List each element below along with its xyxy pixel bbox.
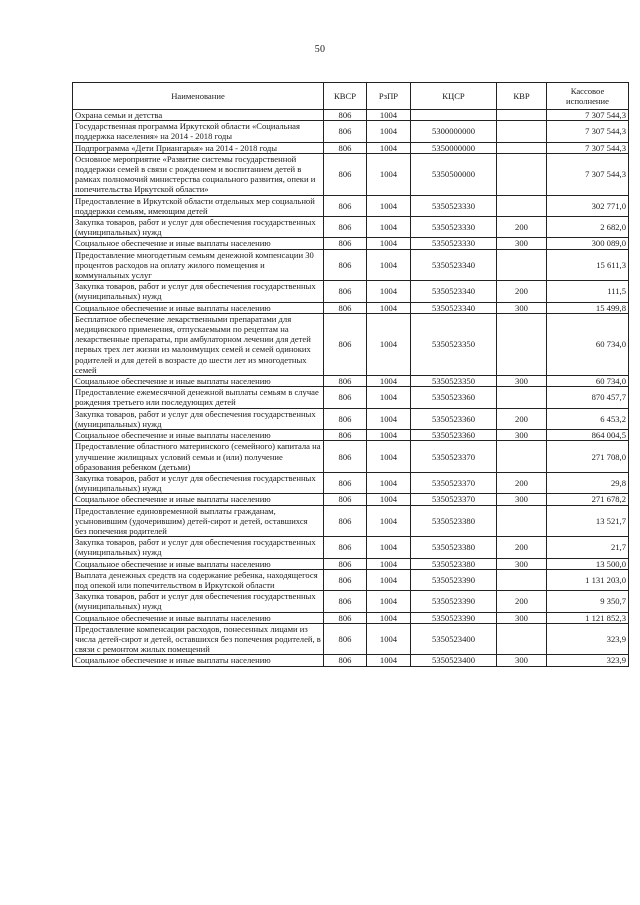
- cell-kvsr: 806: [324, 558, 367, 569]
- cell-sum: 1 121 852,3: [547, 612, 629, 623]
- table-row: [73, 558, 629, 569]
- cell-name: Социальное обеспечение и иные выплаты населению: [73, 376, 324, 387]
- table-row: [73, 537, 629, 558]
- header-cash-execution: Кассовое исполнение: [547, 83, 629, 110]
- cell-sum: 323,9: [547, 655, 629, 666]
- cell-sum: 300 089,0: [547, 238, 629, 249]
- cell-kvr: [497, 142, 547, 153]
- cell-rzpr: 1004: [367, 655, 411, 666]
- cell-sum: 271 678,2: [547, 494, 629, 505]
- cell-sum: 323,9: [547, 623, 629, 655]
- cell-kvr: [497, 195, 547, 216]
- cell-kvsr: 806: [324, 387, 367, 408]
- cell-sum: 7 307 544,3: [547, 142, 629, 153]
- cell-kvr: 300: [497, 494, 547, 505]
- table-row: [73, 121, 629, 142]
- cell-kvsr: 806: [324, 591, 367, 612]
- cell-kvsr: 806: [324, 655, 367, 666]
- cell-kvsr: 806: [324, 430, 367, 441]
- cell-rzpr: 1004: [367, 217, 411, 238]
- cell-kvsr: 806: [324, 217, 367, 238]
- cell-name: Основное мероприятие «Развитие системы государственной поддержки семей в связи с рождением и воспитанием детей в рамках полномочий министерства социального развития, опеки и попечительства Иркутской области»: [73, 153, 324, 195]
- cell-kvsr: 806: [324, 472, 367, 493]
- cell-rzpr: 1004: [367, 430, 411, 441]
- table-row: [73, 387, 629, 408]
- table-row: [73, 238, 629, 249]
- cell-rzpr: 1004: [367, 142, 411, 153]
- cell-kvsr: 806: [324, 441, 367, 473]
- cell-sum: 7 307 544,3: [547, 121, 629, 142]
- table-row: [73, 217, 629, 238]
- cell-kcsr: 5350523350: [411, 313, 497, 375]
- table-row: [73, 494, 629, 505]
- cell-kcsr: 5350523350: [411, 376, 497, 387]
- cell-sum: 1 131 203,0: [547, 569, 629, 590]
- cell-kvsr: 806: [324, 537, 367, 558]
- cell-sum: 2 682,0: [547, 217, 629, 238]
- cell-sum: 864 004,5: [547, 430, 629, 441]
- cell-rzpr: 1004: [367, 537, 411, 558]
- table-row: [73, 430, 629, 441]
- page-number: 50: [314, 44, 326, 55]
- cell-kvr: 200: [497, 217, 547, 238]
- table-row: [73, 195, 629, 216]
- cell-rzpr: 1004: [367, 302, 411, 313]
- cell-kvr: 200: [497, 472, 547, 493]
- cell-rzpr: 1004: [367, 623, 411, 655]
- cell-kvsr: 806: [324, 142, 367, 153]
- table-row: [73, 110, 629, 121]
- cell-kcsr: 5350523370: [411, 472, 497, 493]
- cell-sum: 13 500,0: [547, 558, 629, 569]
- cell-name: Закупка товаров, работ и услуг для обеспечения государственных (муниципальных) нужд: [73, 537, 324, 558]
- cell-name: Предоставление многодетным семьям денежной компенсации 30 процентов расходов на оплату жилого помещения и коммунальных услуг: [73, 249, 324, 281]
- cell-kcsr: 5350523340: [411, 281, 497, 302]
- cell-kvr: 300: [497, 238, 547, 249]
- cell-name: Закупка товаров, работ и услуг для обеспечения государственных (муниципальных) нужд: [73, 591, 324, 612]
- cell-kvsr: 806: [324, 408, 367, 429]
- cell-rzpr: 1004: [367, 441, 411, 473]
- cell-sum: 60 734,0: [547, 376, 629, 387]
- cell-kcsr: 5350523330: [411, 195, 497, 216]
- cell-kvr: [497, 569, 547, 590]
- cell-kvr: 300: [497, 612, 547, 623]
- header-kvsr: КВСР: [324, 83, 367, 110]
- cell-name: Социальное обеспечение и иные выплаты населению: [73, 558, 324, 569]
- cell-kvsr: 806: [324, 110, 367, 121]
- cell-kcsr: 5350000000: [411, 142, 497, 153]
- cell-kcsr: 5350523390: [411, 569, 497, 590]
- cell-kvr: [497, 441, 547, 473]
- header-kcsr: КЦСР: [411, 83, 497, 110]
- cell-sum: 60 734,0: [547, 313, 629, 375]
- table-header-row: [73, 83, 629, 110]
- cell-kcsr: 5350523330: [411, 217, 497, 238]
- cell-kvsr: 806: [324, 623, 367, 655]
- cell-kvsr: 806: [324, 238, 367, 249]
- cell-kvr: 200: [497, 281, 547, 302]
- cell-kcsr: 5350523380: [411, 537, 497, 558]
- cell-sum: 111,5: [547, 281, 629, 302]
- cell-kvr: [497, 505, 547, 537]
- cell-name: Социальное обеспечение и иные выплаты населению: [73, 302, 324, 313]
- table-row: [73, 441, 629, 473]
- cell-rzpr: 1004: [367, 110, 411, 121]
- table-row: [73, 142, 629, 153]
- cell-rzpr: 1004: [367, 558, 411, 569]
- cell-kcsr: 5350523380: [411, 558, 497, 569]
- cell-name: Социальное обеспечение и иные выплаты населению: [73, 655, 324, 666]
- cell-kvr: [497, 249, 547, 281]
- cell-rzpr: 1004: [367, 569, 411, 590]
- cell-kcsr: 5350523370: [411, 494, 497, 505]
- cell-kcsr: 5350523390: [411, 591, 497, 612]
- cell-kcsr: 5350523360: [411, 387, 497, 408]
- cell-kcsr: 5350523400: [411, 655, 497, 666]
- cell-sum: 870 457,7: [547, 387, 629, 408]
- cell-kvsr: 806: [324, 153, 367, 195]
- table-row: [73, 505, 629, 537]
- cell-kvsr: 806: [324, 249, 367, 281]
- cell-rzpr: 1004: [367, 153, 411, 195]
- cell-name: Социальное обеспечение и иные выплаты населению: [73, 430, 324, 441]
- cell-kcsr: 5350523330: [411, 238, 497, 249]
- table-row: [73, 623, 629, 655]
- cell-rzpr: 1004: [367, 591, 411, 612]
- table-row: [73, 655, 629, 666]
- table-row: [73, 249, 629, 281]
- cell-name: Предоставление компенсации расходов, понесенных лицами из числа детей-сирот и детей, оставшихся без попечения родителей, в связи с ремонтом жилых помещений: [73, 623, 324, 655]
- cell-rzpr: 1004: [367, 494, 411, 505]
- cell-name: Социальное обеспечение и иные выплаты населению: [73, 494, 324, 505]
- cell-rzpr: 1004: [367, 281, 411, 302]
- header-kvr: КВР: [497, 83, 547, 110]
- cell-kvr: 300: [497, 430, 547, 441]
- budget-execution-table: [72, 82, 629, 667]
- table-row: [73, 612, 629, 623]
- cell-sum: 271 708,0: [547, 441, 629, 473]
- cell-rzpr: 1004: [367, 612, 411, 623]
- cell-kcsr: 5350523400: [411, 623, 497, 655]
- cell-kvr: [497, 623, 547, 655]
- cell-name: Закупка товаров, работ и услуг для обеспечения государственных (муниципальных) нужд: [73, 217, 324, 238]
- cell-sum: 15 611,3: [547, 249, 629, 281]
- cell-kvr: [497, 121, 547, 142]
- cell-kvr: [497, 387, 547, 408]
- table-row: [73, 376, 629, 387]
- cell-kvsr: 806: [324, 281, 367, 302]
- cell-name: Социальное обеспечение и иные выплаты населению: [73, 612, 324, 623]
- table-row: [73, 591, 629, 612]
- cell-rzpr: 1004: [367, 121, 411, 142]
- cell-kvsr: 806: [324, 376, 367, 387]
- cell-kvr: 200: [497, 591, 547, 612]
- cell-sum: 7 307 544,3: [547, 153, 629, 195]
- cell-kvr: 300: [497, 558, 547, 569]
- cell-rzpr: 1004: [367, 238, 411, 249]
- cell-name: Подпрограмма «Дети Приангарья» на 2014 - 2018 годы: [73, 142, 324, 153]
- table-row: [73, 153, 629, 195]
- cell-sum: 13 521,7: [547, 505, 629, 537]
- cell-name: Предоставление областного материнского (семейного) капитала на улучшение жилищных условий семьи и (или) получение образования ребенком (детьми): [73, 441, 324, 473]
- cell-name: Предоставление ежемесячной денежной выплаты семьям в случае рождения третьего или последующих детей: [73, 387, 324, 408]
- cell-sum: 29,8: [547, 472, 629, 493]
- cell-sum: 9 350,7: [547, 591, 629, 612]
- table-row: [73, 313, 629, 375]
- cell-name: Предоставление в Иркутской области отдельных мер социальной поддержки семьям, имеющим детей: [73, 195, 324, 216]
- cell-kcsr: 5350523370: [411, 441, 497, 473]
- cell-name: Государственная программа Иркутской области «Социальная поддержка населения» на 2014 - 2018 годы: [73, 121, 324, 142]
- cell-rzpr: 1004: [367, 505, 411, 537]
- cell-kvsr: 806: [324, 569, 367, 590]
- cell-kcsr: 5350523340: [411, 249, 497, 281]
- cell-kvr: 300: [497, 302, 547, 313]
- table-row: [73, 472, 629, 493]
- cell-rzpr: 1004: [367, 376, 411, 387]
- cell-rzpr: 1004: [367, 408, 411, 429]
- cell-sum: 15 499,8: [547, 302, 629, 313]
- cell-kvsr: 806: [324, 494, 367, 505]
- cell-name: Закупка товаров, работ и услуг для обеспечения государственных (муниципальных) нужд: [73, 472, 324, 493]
- cell-kvsr: 806: [324, 612, 367, 623]
- cell-rzpr: 1004: [367, 313, 411, 375]
- cell-sum: 302 771,0: [547, 195, 629, 216]
- cell-kvr: 300: [497, 376, 547, 387]
- cell-sum: 7 307 544,3: [547, 110, 629, 121]
- cell-rzpr: 1004: [367, 249, 411, 281]
- cell-name: Социальное обеспечение и иные выплаты населению: [73, 238, 324, 249]
- cell-kvsr: 806: [324, 505, 367, 537]
- table-row: [73, 408, 629, 429]
- cell-rzpr: 1004: [367, 195, 411, 216]
- cell-kvr: [497, 313, 547, 375]
- table-row: [73, 302, 629, 313]
- cell-name: Бесплатное обеспечение лекарственными препаратами для медицинского применения, отпускаемыми по рецептам на лекарственные препараты, при амбулаторном лечении для детей первых трех лет жизни из малоимущих семей и семей одиноких родителей и для детей в возрасте до шести лет из многодетных семей: [73, 313, 324, 375]
- cell-kvr: 300: [497, 655, 547, 666]
- table-row: [73, 281, 629, 302]
- cell-kcsr: [411, 110, 497, 121]
- cell-kvsr: 806: [324, 313, 367, 375]
- header-rzpr: РзПР: [367, 83, 411, 110]
- table-row: [73, 569, 629, 590]
- cell-kcsr: 5350500000: [411, 153, 497, 195]
- cell-kcsr: 5350523360: [411, 430, 497, 441]
- cell-kvr: [497, 153, 547, 195]
- cell-kvsr: 806: [324, 302, 367, 313]
- cell-name: Выплата денежных средств на содержание ребенка, находящегося под опекой или попечительством в Иркутской области: [73, 569, 324, 590]
- cell-kcsr: 5350523360: [411, 408, 497, 429]
- cell-kcsr: 5300000000: [411, 121, 497, 142]
- cell-kcsr: 5350523340: [411, 302, 497, 313]
- cell-kvr: 200: [497, 537, 547, 558]
- cell-kvr: [497, 110, 547, 121]
- cell-name: Охрана семьи и детства: [73, 110, 324, 121]
- cell-name: Предоставление единовременной выплаты гражданам, усыновившим (удочерившим) детей-сирот и детей, оставшихся без попечения родителей: [73, 505, 324, 537]
- cell-rzpr: 1004: [367, 387, 411, 408]
- cell-kvsr: 806: [324, 121, 367, 142]
- cell-sum: 6 453,2: [547, 408, 629, 429]
- cell-kvr: 200: [497, 408, 547, 429]
- cell-kcsr: 5350523380: [411, 505, 497, 537]
- cell-rzpr: 1004: [367, 472, 411, 493]
- cell-name: Закупка товаров, работ и услуг для обеспечения государственных (муниципальных) нужд: [73, 281, 324, 302]
- cell-kcsr: 5350523390: [411, 612, 497, 623]
- cell-name: Закупка товаров, работ и услуг для обеспечения государственных (муниципальных) нужд: [73, 408, 324, 429]
- cell-sum: 21,7: [547, 537, 629, 558]
- cell-kvsr: 806: [324, 195, 367, 216]
- header-name: Наименование: [73, 83, 324, 110]
